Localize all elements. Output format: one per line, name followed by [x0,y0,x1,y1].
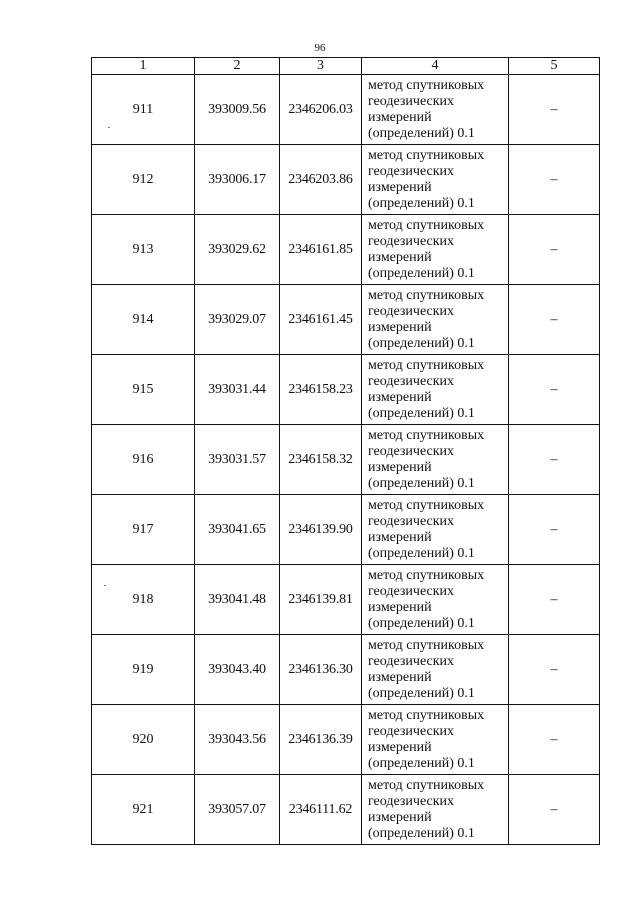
method-line: (определений) 0.1 [368,195,475,211]
method-line: измерений [368,389,432,405]
x-coordinate-cell: 393043.56 [195,705,280,775]
column-header: 1 [92,58,195,75]
point-number-cell: 914 [92,285,195,355]
x-coordinate-cell: 393041.48 [195,565,280,635]
x-coordinate-cell: 393006.17 [195,145,280,215]
point-number-cell: 920 [92,705,195,775]
method-cell [362,705,509,775]
x-coordinate-cell: 393041.65 [195,495,280,565]
method-line: (определений) 0.1 [368,545,475,561]
note-cell: – [509,215,600,285]
scan-speck [108,127,110,128]
method-line: измерений [368,179,432,195]
method-line: (определений) 0.1 [368,405,475,421]
table-row [92,635,600,705]
note-cell: – [509,145,600,215]
method-line: (определений) 0.1 [368,685,475,701]
x-coordinate-cell: 393031.44 [195,355,280,425]
method-line: метод спутниковых [368,287,485,303]
note-cell: – [509,705,600,775]
method-cell [362,145,509,215]
point-number-cell: 915 [92,355,195,425]
method-line: (определений) 0.1 [368,475,475,491]
method-cell [362,285,509,355]
method-cell [362,565,509,635]
note-cell: – [509,495,600,565]
method-line: измерений [368,809,432,825]
point-number-cell: 911 [92,75,195,145]
note-cell: – [509,565,600,635]
table-row [92,425,600,495]
x-coordinate-cell: 393057.07 [195,775,280,845]
method-line: (определений) 0.1 [368,825,475,841]
note-cell: – [509,75,600,145]
y-coordinate-cell: 2346206.03 [280,75,362,145]
method-line: измерений [368,599,432,615]
column-header: 3 [280,58,362,75]
method-line: геодезических [368,653,455,669]
point-number-cell: 912 [92,145,195,215]
point-number-cell: 918 [92,565,195,635]
method-line: геодезических [368,583,455,599]
y-coordinate-cell: 2346158.32 [280,425,362,495]
note-cell: – [509,285,600,355]
y-coordinate-cell: 2346136.30 [280,635,362,705]
method-line: геодезических [368,513,455,529]
method-line: геодезических [368,443,455,459]
method-line: геодезических [368,373,455,389]
x-coordinate-cell: 393029.07 [195,285,280,355]
note-cell: – [509,775,600,845]
column-header: 4 [362,58,509,75]
method-line: измерений [368,109,432,125]
method-line: метод спутниковых [368,567,485,583]
x-coordinate-cell: 393031.57 [195,425,280,495]
table-row [92,775,600,845]
y-coordinate-cell: 2346161.45 [280,285,362,355]
method-line: измерений [368,739,432,755]
column-header: 2 [195,58,280,75]
point-number-cell: 921 [92,775,195,845]
method-line: измерений [368,669,432,685]
method-line: метод спутниковых [368,497,485,513]
method-line: метод спутниковых [368,357,485,373]
scan-speck [104,585,106,586]
method-cell [362,355,509,425]
table-row [92,145,600,215]
method-cell [362,425,509,495]
point-number-cell: 916 [92,425,195,495]
method-line: (определений) 0.1 [368,125,475,141]
method-line: измерений [368,249,432,265]
method-cell [362,75,509,145]
method-line: метод спутниковых [368,707,485,723]
table-row [92,285,600,355]
y-coordinate-cell: 2346136.39 [280,705,362,775]
method-line: геодезических [368,303,455,319]
y-coordinate-cell: 2346203.86 [280,145,362,215]
method-line: метод спутниковых [368,427,485,443]
method-line: измерений [368,459,432,475]
note-cell: – [509,425,600,495]
method-cell [362,495,509,565]
note-cell: – [509,635,600,705]
y-coordinate-cell: 2346139.90 [280,495,362,565]
table-row [92,705,600,775]
method-line: метод спутниковых [368,777,485,793]
method-line: (определений) 0.1 [368,755,475,771]
table-body [92,75,600,845]
method-line: метод спутниковых [368,77,485,93]
x-coordinate-cell: 393009.56 [195,75,280,145]
point-number-cell: 917 [92,495,195,565]
column-header: 5 [509,58,600,75]
method-line: измерений [368,529,432,545]
x-coordinate-cell: 393043.40 [195,635,280,705]
table-row [92,215,600,285]
point-number-cell: 913 [92,215,195,285]
method-line: геодезических [368,93,455,109]
x-coordinate-cell: 393029.62 [195,215,280,285]
method-line: геодезических [368,233,455,249]
method-line: (определений) 0.1 [368,265,475,281]
method-line: (определений) 0.1 [368,615,475,631]
table-row [92,75,600,145]
note-cell: – [509,355,600,425]
y-coordinate-cell: 2346158.23 [280,355,362,425]
point-number-cell: 919 [92,635,195,705]
method-line: метод спутниковых [368,637,485,653]
table-header-row [92,58,600,75]
table-row [92,355,600,425]
table-row [92,495,600,565]
y-coordinate-cell: 2346139.81 [280,565,362,635]
method-line: измерений [368,319,432,335]
method-line: геодезических [368,793,455,809]
y-coordinate-cell: 2346111.62 [280,775,362,845]
y-coordinate-cell: 2346161.85 [280,215,362,285]
method-line: геодезических [368,163,455,179]
method-line: геодезических [368,723,455,739]
coordinates-table [91,57,600,845]
method-line: (определений) 0.1 [368,335,475,351]
method-cell [362,635,509,705]
method-line: метод спутниковых [368,147,485,163]
method-cell [362,215,509,285]
method-line: метод спутниковых [368,217,485,233]
method-cell [362,775,509,845]
table-row [92,565,600,635]
page-number: 96 [314,42,326,54]
